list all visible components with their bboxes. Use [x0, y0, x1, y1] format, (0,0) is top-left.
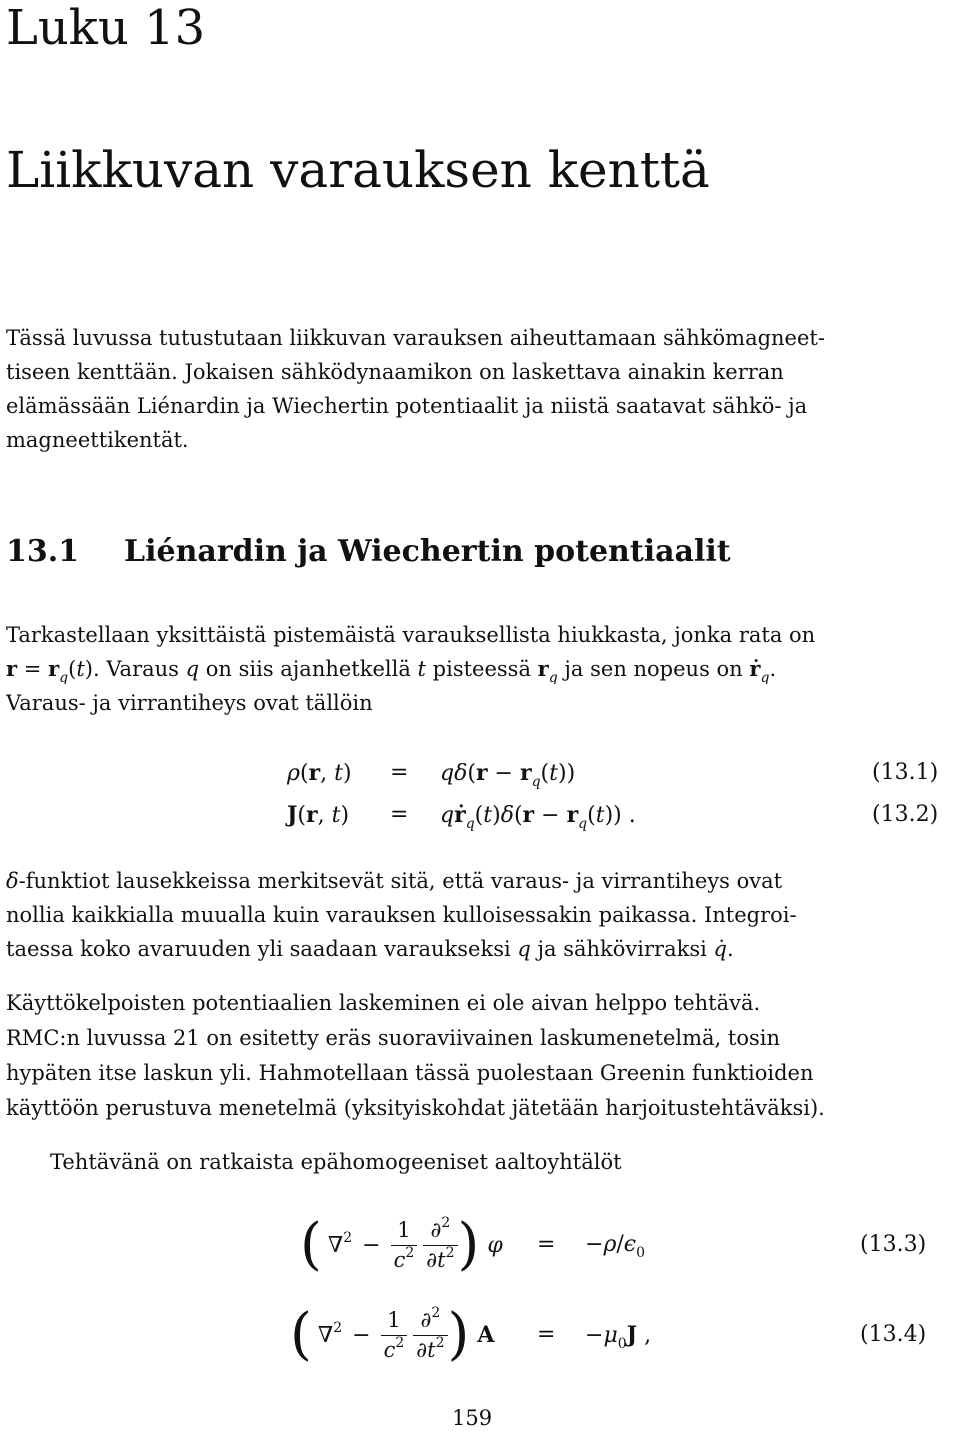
page-number: 159 — [452, 1406, 493, 1430]
equals-sign: = — [537, 1322, 556, 1347]
equation-rhs: $q\delta(r - r_q(t))$ — [440, 760, 576, 790]
equation-rhs: $-\rho/\epsilon_0$ — [585, 1232, 646, 1261]
equation-lhs: ( ∇$^2$ − $\frac{1}{c^2}$ $\frac{\partial^2}{\partial t^2}$ ) φ — [300, 1212, 503, 1277]
section-number: 13.1 — [6, 534, 80, 569]
text-line: hypäten itse laskun yli. Hahmotellaan tässä puolestaan Greenin funktioiden — [6, 1061, 814, 1085]
equals-sign: = — [390, 760, 409, 785]
equation-lhs: J(r, t) — [287, 802, 350, 828]
text-line: Tehtävänä on ratkaista epähomogeeniset aaltoyhtälöt — [50, 1150, 622, 1174]
equation-number: (13.2) — [872, 802, 939, 827]
intro-line: Tässä luvussa tutustutaan liikkuvan varauksen aiheuttamaan sähkömagneet- — [6, 326, 825, 350]
chapter-title: Liikkuvan varauksen kenttä — [6, 141, 710, 199]
intro-line: magneettikentät. — [6, 428, 189, 452]
intro-line: tiseen kenttään. Jokaisen sähködynaamikon on laskettava ainakin kerran — [6, 360, 784, 384]
equals-sign: = — [390, 802, 409, 827]
equation-lhs: ( ∇$^2$ − $\frac{1}{c^2}$ $\frac{\partial^2}{\partial t^2}$ ) A — [290, 1302, 495, 1367]
section-title: Liénardin ja Wiechertin potentiaalit — [124, 534, 731, 569]
text-line: Varaus- ja virrantiheys ovat tällöin — [6, 691, 373, 715]
equation-rhs: qṙ$_q$(t)δ(r − $r_q(t)$) . — [440, 802, 636, 832]
equation-rhs: $-\mu_0J$ , — [585, 1322, 652, 1352]
text-line: nollia kaikkialla muualla kuin varauksen kulloisessakin paikassa. Integroi- — [6, 903, 797, 927]
text-line: Käyttökelpoisten potentiaalien laskeminen ei ole aivan helppo tehtävä. — [6, 991, 761, 1015]
intro-line: elämässään Liénardin ja Wiechertin potentiaalit ja niistä saatavat sähkö- ja — [6, 394, 808, 418]
equals-sign: = — [537, 1232, 556, 1257]
text-line: $r = r_q(t)$. Varaus q on siis ajanhetkellä t pisteessä $r_q$ ja sen nopeus on ṙ$_q$. — [6, 656, 777, 684]
text-line: käyttöön perustuva menetelmä (yksityiskohdat jätetään harjoitustehtäväksi). — [6, 1096, 825, 1120]
equation-number: (13.4) — [860, 1322, 927, 1347]
text-line: Tarkastellaan yksittäistä pistemäistä varauksellista hiukkasta, jonka rata on — [6, 623, 816, 647]
text-line: δ-funktiot lausekkeissa merkitsevät sitä, että varaus- ja virrantiheys ovat — [6, 869, 783, 893]
chapter-label: Luku 13 — [6, 0, 206, 56]
equation-number: (13.3) — [860, 1232, 927, 1257]
section-heading — [6, 530, 731, 574]
text-line: RMC:n luvussa 21 on esitetty eräs suoraviivainen laskumenetelmä, tosin — [6, 1026, 780, 1050]
text-line: taessa koko avaruuden yli saadaan varaukseksi q ja sähkövirraksi q̇. — [6, 937, 734, 961]
equation-lhs: ρ(r, t) — [287, 760, 352, 786]
equation-number: (13.1) — [872, 760, 939, 785]
